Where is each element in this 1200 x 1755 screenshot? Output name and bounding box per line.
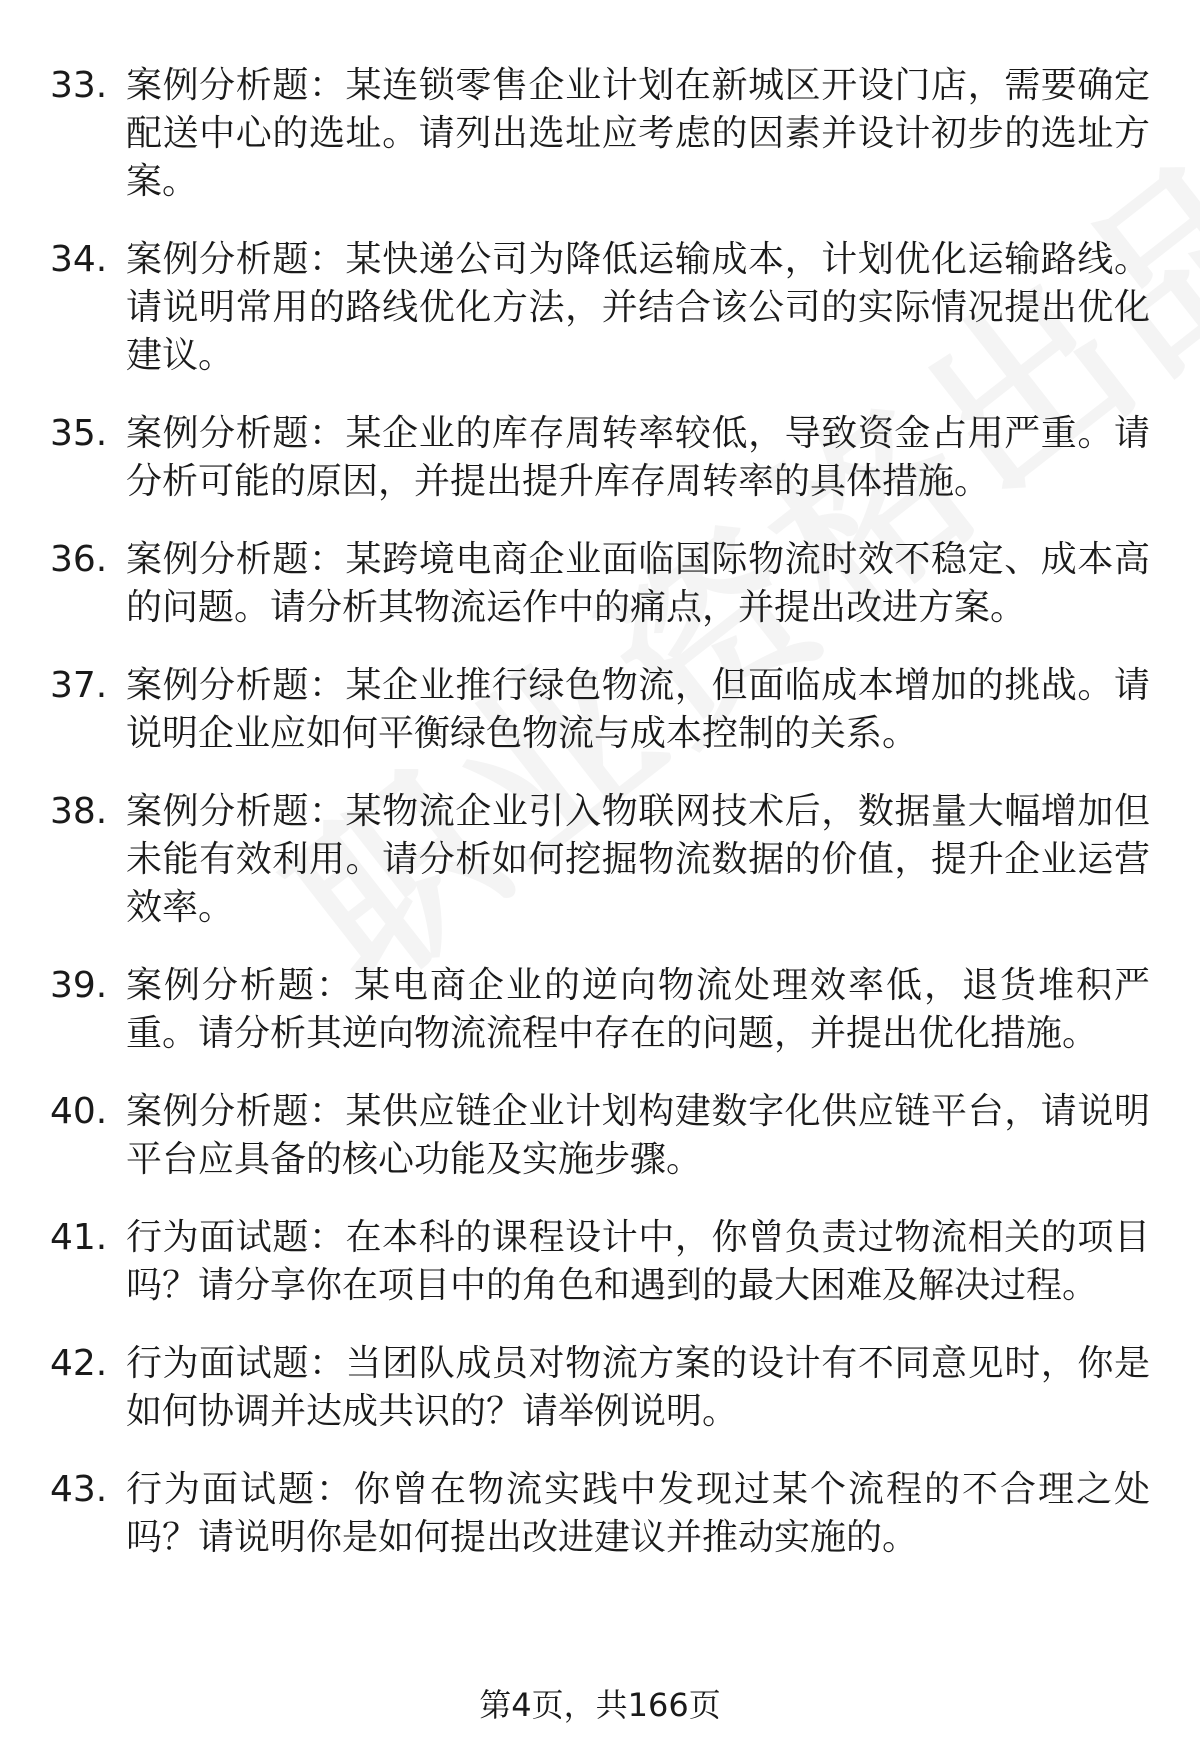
question-number: 43. [50,1469,108,1510]
question-list [50,62,1150,1592]
question-text: 行为面试题：在本科的课程设计中，你曾负责过物流相关的项目吗？请分享你在项目中的角色和遇到的最大困难及解决过程。 [126,1217,1150,1306]
question-text: 行为面试题：当团队成员对物流方案的设计有不同意见时，你是如何协调并达成共识的？请举例说明。 [126,1343,1150,1432]
question-number: 41. [50,1217,108,1258]
question-item [50,236,1150,380]
question-item [50,788,1150,932]
question-text: 案例分析题：某跨境电商企业面临国际物流时效不稳定、成本高的问题。请分析其物流运作中的痛点，并提出改进方案。 [126,539,1150,628]
question-number: 38. [50,791,108,832]
question-text: 案例分析题：某快递公司为降低运输成本，计划优化运输路线。请说明常用的路线优化方法，并结合该公司的实际情况提出优化建议。 [126,239,1150,376]
question-number: 33. [50,65,108,106]
question-text: 案例分析题：某企业推行绿色物流，但面临成本增加的挑战。请说明企业应如何平衡绿色物流与成本控制的关系。 [126,665,1150,754]
question-item [50,1214,1150,1310]
question-item [50,536,1150,632]
question-number: 39. [50,965,108,1006]
page-number: 第4页，共166页 [479,1686,721,1724]
question-text: 案例分析题：某物流企业引入物联网技术后，数据量大幅增加但未能有效利用。请分析如何挖掘物流数据的价值，提升企业运营效率。 [126,791,1150,928]
question-text: 案例分析题：某企业的库存周转率较低，导致资金占用严重。请分析可能的原因，并提出提升库存周转率的具体措施。 [126,413,1150,502]
question-text: 案例分析题：某电商企业的逆向物流处理效率低，退货堆积严重。请分析其逆向物流流程中存在的问题，并提出优化措施。 [126,965,1150,1054]
question-number: 35. [50,413,108,454]
question-number: 42. [50,1343,108,1384]
question-item [50,1340,1150,1436]
question-item [50,410,1150,506]
question-item [50,962,1150,1058]
question-number: 36. [50,539,108,580]
question-item [50,1466,1150,1562]
question-number: 34. [50,239,108,280]
question-text: 行为面试题：你曾在物流实践中发现过某个流程的不合理之处吗？请说明你是如何提出改进建议并推动实施的。 [126,1469,1150,1558]
question-text: 案例分析题：某供应链企业计划构建数字化供应链平台，请说明平台应具备的核心功能及实施步骤。 [126,1091,1150,1180]
question-item [50,662,1150,758]
question-text: 案例分析题：某连锁零售企业计划在新城区开设门店，需要确定配送中心的选址。请列出选址应考虑的因素并设计初步的选址方案。 [126,65,1150,202]
question-item [50,1088,1150,1184]
question-number: 40. [50,1091,108,1132]
page-footer [0,1685,1200,1725]
question-number: 37. [50,665,108,706]
question-item [50,62,1150,206]
